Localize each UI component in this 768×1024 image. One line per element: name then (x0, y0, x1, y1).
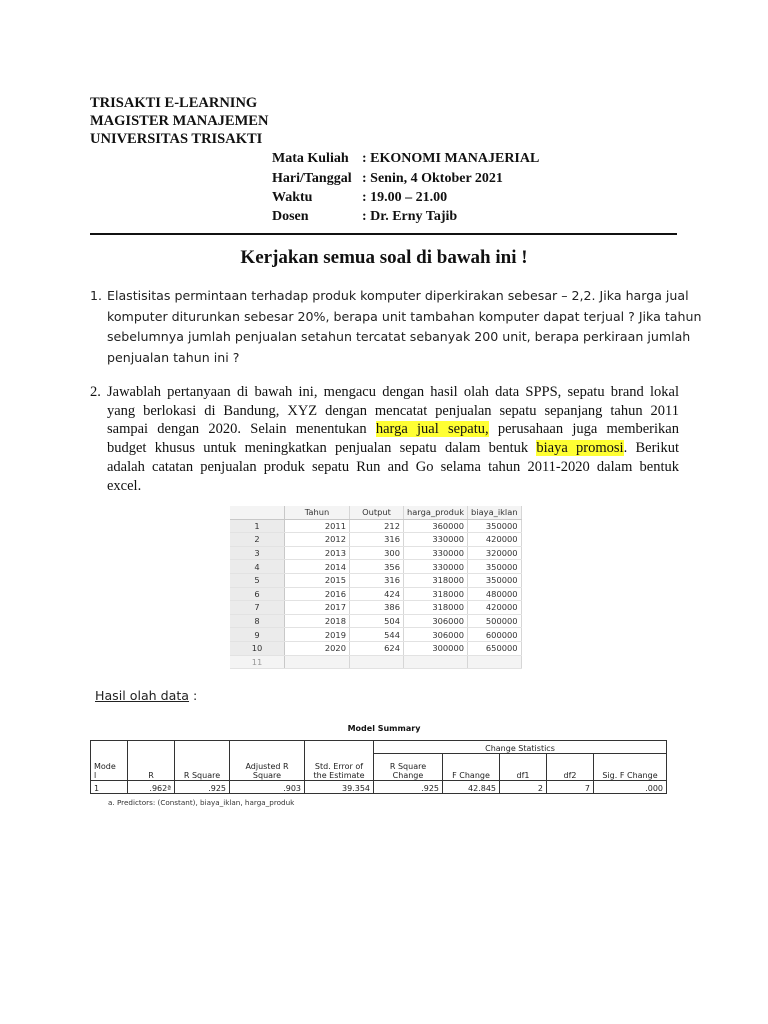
cell-biaya: 350000 (468, 560, 522, 574)
row-index: 2 (230, 533, 285, 547)
row-index: 6 (230, 587, 285, 601)
cell-tahun: 2015 (285, 573, 350, 587)
column-header (91, 741, 128, 781)
row-index: 7 (230, 601, 285, 615)
table-row (230, 614, 521, 628)
header-line-3: UNIVERSITAS TRISAKTI (90, 131, 263, 147)
cell-output: 424 (350, 587, 404, 601)
empty-cell (285, 655, 350, 669)
cell-harga: 318000 (404, 601, 468, 615)
info-key: Hari/Tanggal (272, 171, 352, 186)
cell-tahun: 2018 (285, 614, 350, 628)
cell-harga: 330000 (404, 533, 468, 547)
results-label-colon: : (189, 688, 198, 703)
column-header (443, 754, 500, 781)
text-segment: sampai dengan 2020. Selain menentukan (107, 421, 376, 438)
institution-header (90, 94, 268, 148)
cell-r: .962ª (128, 781, 175, 794)
cell-harga: 330000 (404, 546, 468, 560)
header-sig-f-change: Sig. F Change (602, 771, 658, 780)
info-value: : Dr. Erny Tajib (362, 209, 458, 224)
cell-output: 544 (350, 628, 404, 642)
cell-biaya: 480000 (468, 587, 522, 601)
cell-biaya: 600000 (468, 628, 522, 642)
row-index: 11 (230, 655, 285, 669)
question-1-line: penjualan tahun ini ? (107, 349, 240, 365)
column-header: Output (350, 506, 404, 519)
header-df1: df1 (516, 771, 530, 780)
text-segment: perusahaan juga memberikan (488, 421, 679, 438)
info-value: : 19.00 – 21.00 (362, 190, 448, 205)
row-index: 3 (230, 546, 285, 560)
question-number: 1. (90, 288, 103, 303)
table-header-row (91, 741, 667, 754)
row-index: 4 (230, 560, 285, 574)
question-1-line: komputer diturunkan sebesar 20%, berapa unit tambahan komputer dapat terjual ? Jika tahun (107, 308, 702, 324)
table-row (230, 641, 521, 655)
question-number: 2. (90, 384, 101, 400)
cell-tahun: 2016 (285, 587, 350, 601)
cell-biaya: 420000 (468, 533, 522, 547)
header-model: Mode l (94, 762, 116, 780)
header-line-1: TRISAKTI E-LEARNING (90, 95, 258, 111)
question-2-line: adalah catatan penjualan produk sepatu Run and Go selama tahun 2011-2020 dalam bentuk (107, 458, 679, 475)
model-summary-table (90, 740, 667, 794)
model-summary-footnote: a. Predictors: (Constant), biaya_iklan, harga_produk (108, 798, 295, 807)
question-2-line: yang berlokasi di Bandung, XYZ dengan mencatat penjualan sepatu sepanjang tahun 2011 (107, 402, 679, 419)
column-header (175, 741, 230, 781)
question-2 (90, 383, 690, 498)
cell-harga: 306000 (404, 614, 468, 628)
question-2-line (107, 420, 679, 439)
cell-std-error: 39.354 (305, 781, 374, 794)
cell-tahun: 2019 (285, 628, 350, 642)
highlight-harga-jual: harga jual sepatu, (375, 421, 489, 438)
table-row (230, 573, 521, 587)
text-segment: budget khusus untuk meningkatkan penjualan sepatu dalam bentuk (107, 440, 537, 457)
column-header (547, 754, 594, 781)
results-label-text: Hasil olah data (95, 688, 190, 703)
empty-cell (404, 655, 468, 669)
column-header: biaya_iklan (468, 506, 522, 519)
cell-biaya: 350000 (468, 573, 522, 587)
header-r-square: R Square (183, 771, 221, 780)
cell-biaya: 320000 (468, 546, 522, 560)
table-header-row (230, 506, 521, 519)
cell-tahun: 2011 (285, 519, 350, 533)
header-line-2: MAGISTER MANAJEMEN (90, 113, 269, 129)
header-std-error: Std. Error of the Estimate (313, 762, 365, 780)
cell-biaya: 420000 (468, 601, 522, 615)
corner-cell (230, 506, 285, 519)
cell-output: 316 (350, 573, 404, 587)
row-index: 10 (230, 641, 285, 655)
table-row (230, 560, 521, 574)
sales-data-table (230, 506, 522, 669)
cell-df2: 7 (547, 781, 594, 794)
cell-r-square: .925 (175, 781, 230, 794)
text-segment: . Berikut (623, 440, 679, 457)
cell-output: 300 (350, 546, 404, 560)
cell-r-square-change: .925 (374, 781, 443, 794)
cell-biaya: 650000 (468, 641, 522, 655)
cell-tahun: 2014 (285, 560, 350, 574)
row-index: 1 (230, 519, 285, 533)
cell-output: 212 (350, 519, 404, 533)
column-header: Tahun (285, 506, 350, 519)
question-1 (90, 286, 702, 370)
column-header (374, 754, 443, 781)
cell-df1: 2 (500, 781, 547, 794)
cell-tahun: 2020 (285, 641, 350, 655)
table-row (230, 601, 521, 615)
table-row (230, 533, 521, 547)
cell-tahun: 2017 (285, 601, 350, 615)
header-r-square-change: R Square Change (389, 762, 427, 780)
cell-output: 316 (350, 533, 404, 547)
question-2-line: excel. (107, 477, 142, 494)
question-2-line (107, 439, 679, 458)
header-df2: df2 (563, 771, 577, 780)
header-f-change: F Change (452, 771, 490, 780)
results-label (95, 688, 197, 703)
cell-biaya: 350000 (468, 519, 522, 533)
row-index: 8 (230, 614, 285, 628)
table-row (91, 781, 667, 794)
cell-output: 624 (350, 641, 404, 655)
question-1-line: sebelumnya jumlah penjualan setahun tercatat sebanyak 200 unit, berapa perkiraan jumlah (107, 329, 691, 344)
page-title: Kerjakan semua soal di bawah ini ! (240, 247, 528, 268)
info-value: : Senin, 4 Oktober 2021 (362, 171, 503, 186)
header-adjusted: Adjusted R Square (245, 762, 289, 780)
table-row (230, 628, 521, 642)
row-index: 9 (230, 628, 285, 642)
table-row (230, 519, 521, 533)
column-header (230, 741, 305, 781)
cell-output: 356 (350, 560, 404, 574)
empty-cell (468, 655, 522, 669)
question-2-line: Jawablah pertanyaan di bawah ini, mengacu dengan hasil olah data SPPS, sepatu brand lokal (107, 384, 679, 400)
cell-output: 386 (350, 601, 404, 615)
info-key: Dosen (272, 209, 309, 224)
row-index: 5 (230, 573, 285, 587)
cell-adjusted: .903 (230, 781, 305, 794)
empty-cell (350, 655, 404, 669)
header-divider (90, 233, 677, 235)
info-key: Mata Kuliah (272, 151, 349, 166)
column-header (500, 754, 547, 781)
column-header: harga_produk (404, 506, 468, 519)
cell-model: 1 (91, 781, 128, 794)
course-info (272, 151, 572, 231)
column-header (594, 754, 667, 781)
cell-harga: 300000 (404, 641, 468, 655)
header-change-statistics: Change Statistics (485, 744, 555, 753)
column-header (305, 741, 374, 781)
cell-output: 504 (350, 614, 404, 628)
table-empty-row (230, 655, 521, 669)
cell-harga: 306000 (404, 628, 468, 642)
column-header (128, 741, 175, 781)
table-row (230, 587, 521, 601)
cell-tahun: 2012 (285, 533, 350, 547)
cell-biaya: 500000 (468, 614, 522, 628)
cell-harga: 360000 (404, 519, 468, 533)
info-key: Waktu (272, 190, 313, 205)
cell-tahun: 2013 (285, 546, 350, 560)
highlight-biaya-promosi: biaya promosi (536, 440, 624, 457)
cell-sig-f-change: .000 (594, 781, 667, 794)
info-value: : EKONOMI MANAJERIAL (362, 151, 540, 166)
cell-harga: 318000 (404, 573, 468, 587)
cell-f-change: 42.845 (443, 781, 500, 794)
question-1-line: Elastisitas permintaan terhadap produk komputer diperkirakan sebesar – 2,2. Jika harga jual (107, 288, 689, 303)
cell-harga: 318000 (404, 587, 468, 601)
column-group-header (374, 741, 667, 754)
cell-harga: 330000 (404, 560, 468, 574)
header-r: R (148, 771, 154, 780)
table-row (230, 546, 521, 560)
model-summary-title: Model Summary (347, 724, 421, 733)
